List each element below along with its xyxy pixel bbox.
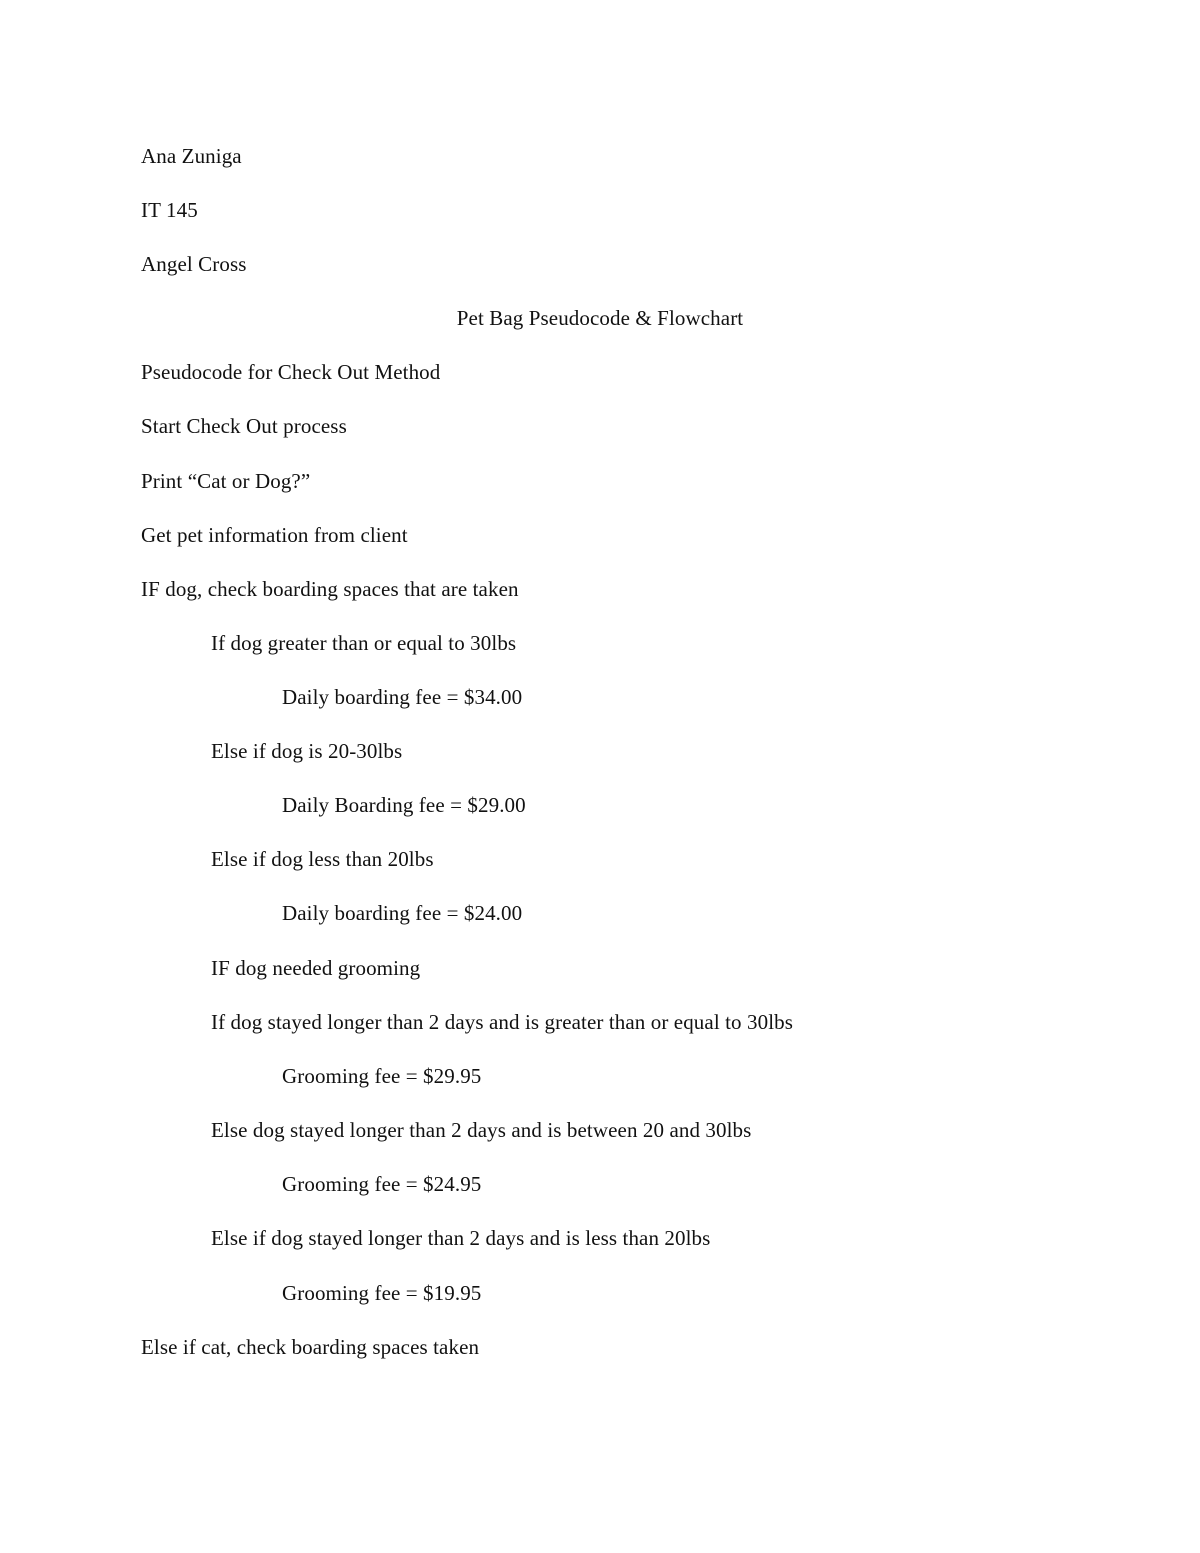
pseudocode-line: Else if cat, check boarding spaces taken (141, 1335, 480, 1359)
pseudocode-line: Grooming fee = $19.95 (282, 1281, 482, 1305)
pseudocode-line: Grooming fee = $29.95 (282, 1064, 482, 1088)
pseudocode-line: If dog greater than or equal to 30lbs (211, 631, 517, 655)
pseudocode-line: Daily boarding fee = $34.00 (282, 685, 523, 709)
document-title: Pet Bag Pseudocode & Flowchart (456, 306, 744, 330)
pseudocode-line: Get pet information from client (141, 523, 408, 547)
pseudocode-line: Grooming fee = $24.95 (282, 1172, 482, 1196)
pseudocode-line: Else dog stayed longer than 2 days and is between 20 and 30lbs (211, 1118, 752, 1142)
pseudocode-line: Else if dog stayed longer than 2 days and is less than 20lbs (211, 1226, 711, 1250)
section-heading: Pseudocode for Check Out Method (141, 360, 441, 384)
pseudocode-line: IF dog needed grooming (211, 956, 421, 980)
pseudocode-line: IF dog, check boarding spaces that are taken (141, 577, 519, 601)
pseudocode-line: Daily boarding fee = $24.00 (282, 901, 523, 925)
pseudocode-line: Else if dog less than 20lbs (211, 847, 434, 871)
pseudocode-line: Else if dog is 20-30lbs (211, 739, 403, 763)
pseudocode-line: If dog stayed longer than 2 days and is greater than or equal to 30lbs (211, 1010, 794, 1034)
pseudocode-line: Daily Boarding fee = $29.00 (282, 793, 526, 817)
instructor-name: Angel Cross (141, 252, 247, 276)
course-name: IT 145 (141, 198, 198, 222)
pseudocode-line: Start Check Out process (141, 414, 347, 438)
author-name: Ana Zuniga (141, 144, 242, 168)
pseudocode-line: Print “Cat or Dog?” (141, 469, 311, 493)
